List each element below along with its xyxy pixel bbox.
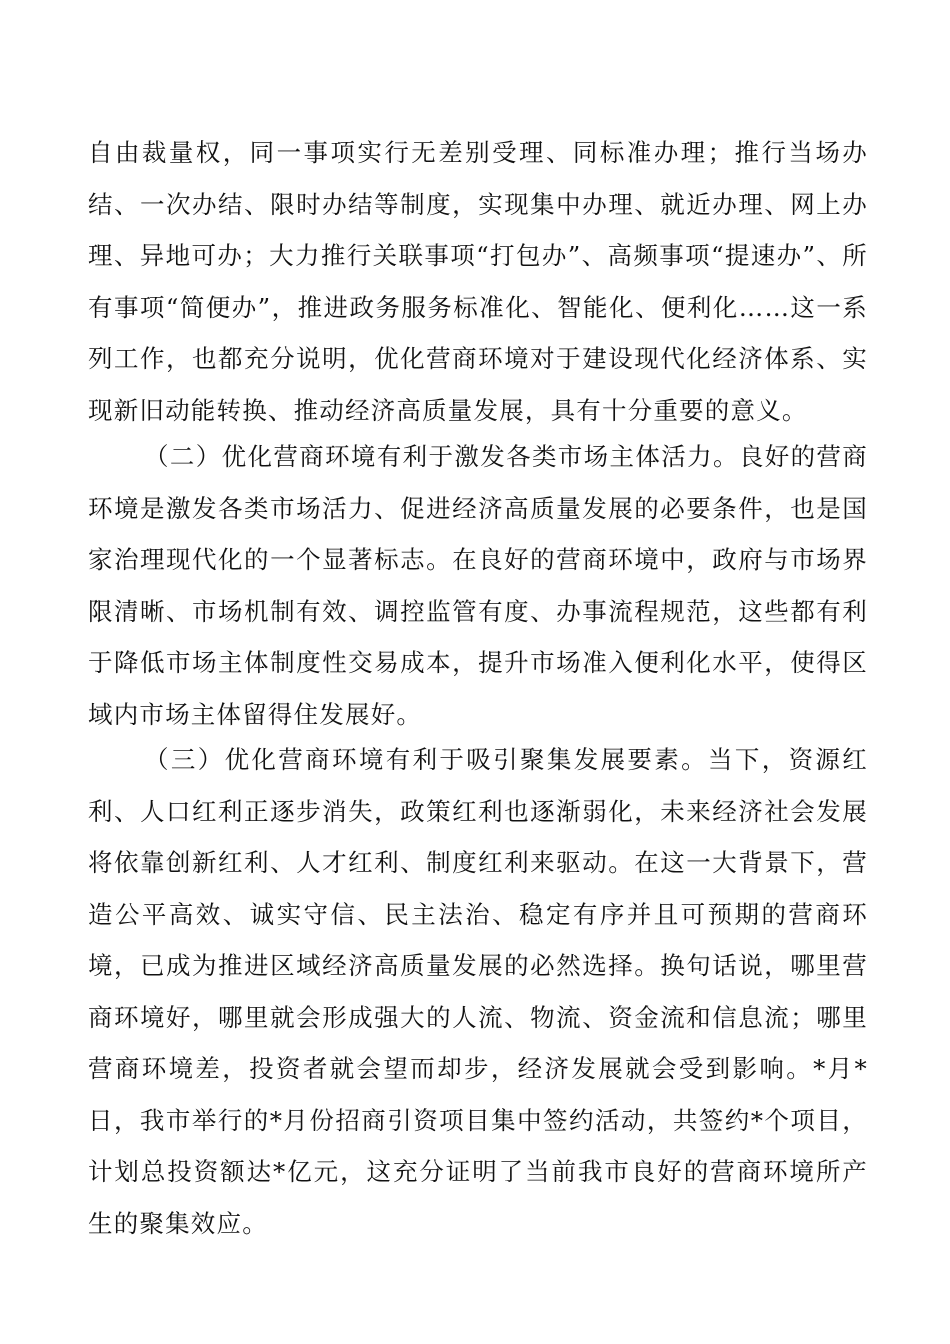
paragraph-section-three — [88, 734, 868, 1249]
paragraph-continuation — [88, 127, 868, 436]
paragraph-text: 自由裁量权，同一事项实行无差别受理、同标准办理；推行当场办结、一次办结、限时办结等制度，实现集中办理、就近办理、网上办理、异地可办；大力推行关联事项“打包办”、高频事项“提速办”、所有事项“简便办”，推进政务服务标准化、智能化、便利化……这一系列工作，也都充分说明，优化营商环境对于建设现代化经济体系、实现新旧动能转换、推动经济高质量发展，具有十分重要的意义。 — [88, 138, 868, 425]
paragraph-text: （三）优化营商环境有利于吸引聚集发展要素。当下，资源红利、人口红利正逐步消失，政策红利也逐渐弱化，未来经济社会发展将依靠创新红利、人才红利、制度红利来驱动。在这一大背景下，营造公平高效、诚实守信、民主法治、稳定有序并且可预期的营商环境，已成为推进区域经济高质量发展的必然选择。换句话说，哪里营商环境好，哪里就会形成强大的人流、物流、资金流和信息流；哪里营商环境差，投资者就会望而却步，经济发展就会受到影响。*月*日，我市举行的*月份招商引资项目集中签约活动，共签约*个项目，计划总投资额达*亿元，这充分证明了当前我市良好的营商环境所产生的聚集效应。 — [88, 745, 868, 1238]
paragraph-text: （二）优化营商环境有利于激发各类市场主体活力。良好的营商环境是激发各类市场活力、促进经济高质量发展的必要条件，也是国家治理现代化的一个显著标志。在良好的营商环境中，政府与市场界限清晰、市场机制有效、调控监管有度、办事流程规范，这些都有利于降低市场主体制度性交易成本，提升市场准入便利化水平，使得区域内市场主体留得住发展好。 — [88, 442, 868, 729]
paragraph-section-two — [88, 431, 868, 740]
